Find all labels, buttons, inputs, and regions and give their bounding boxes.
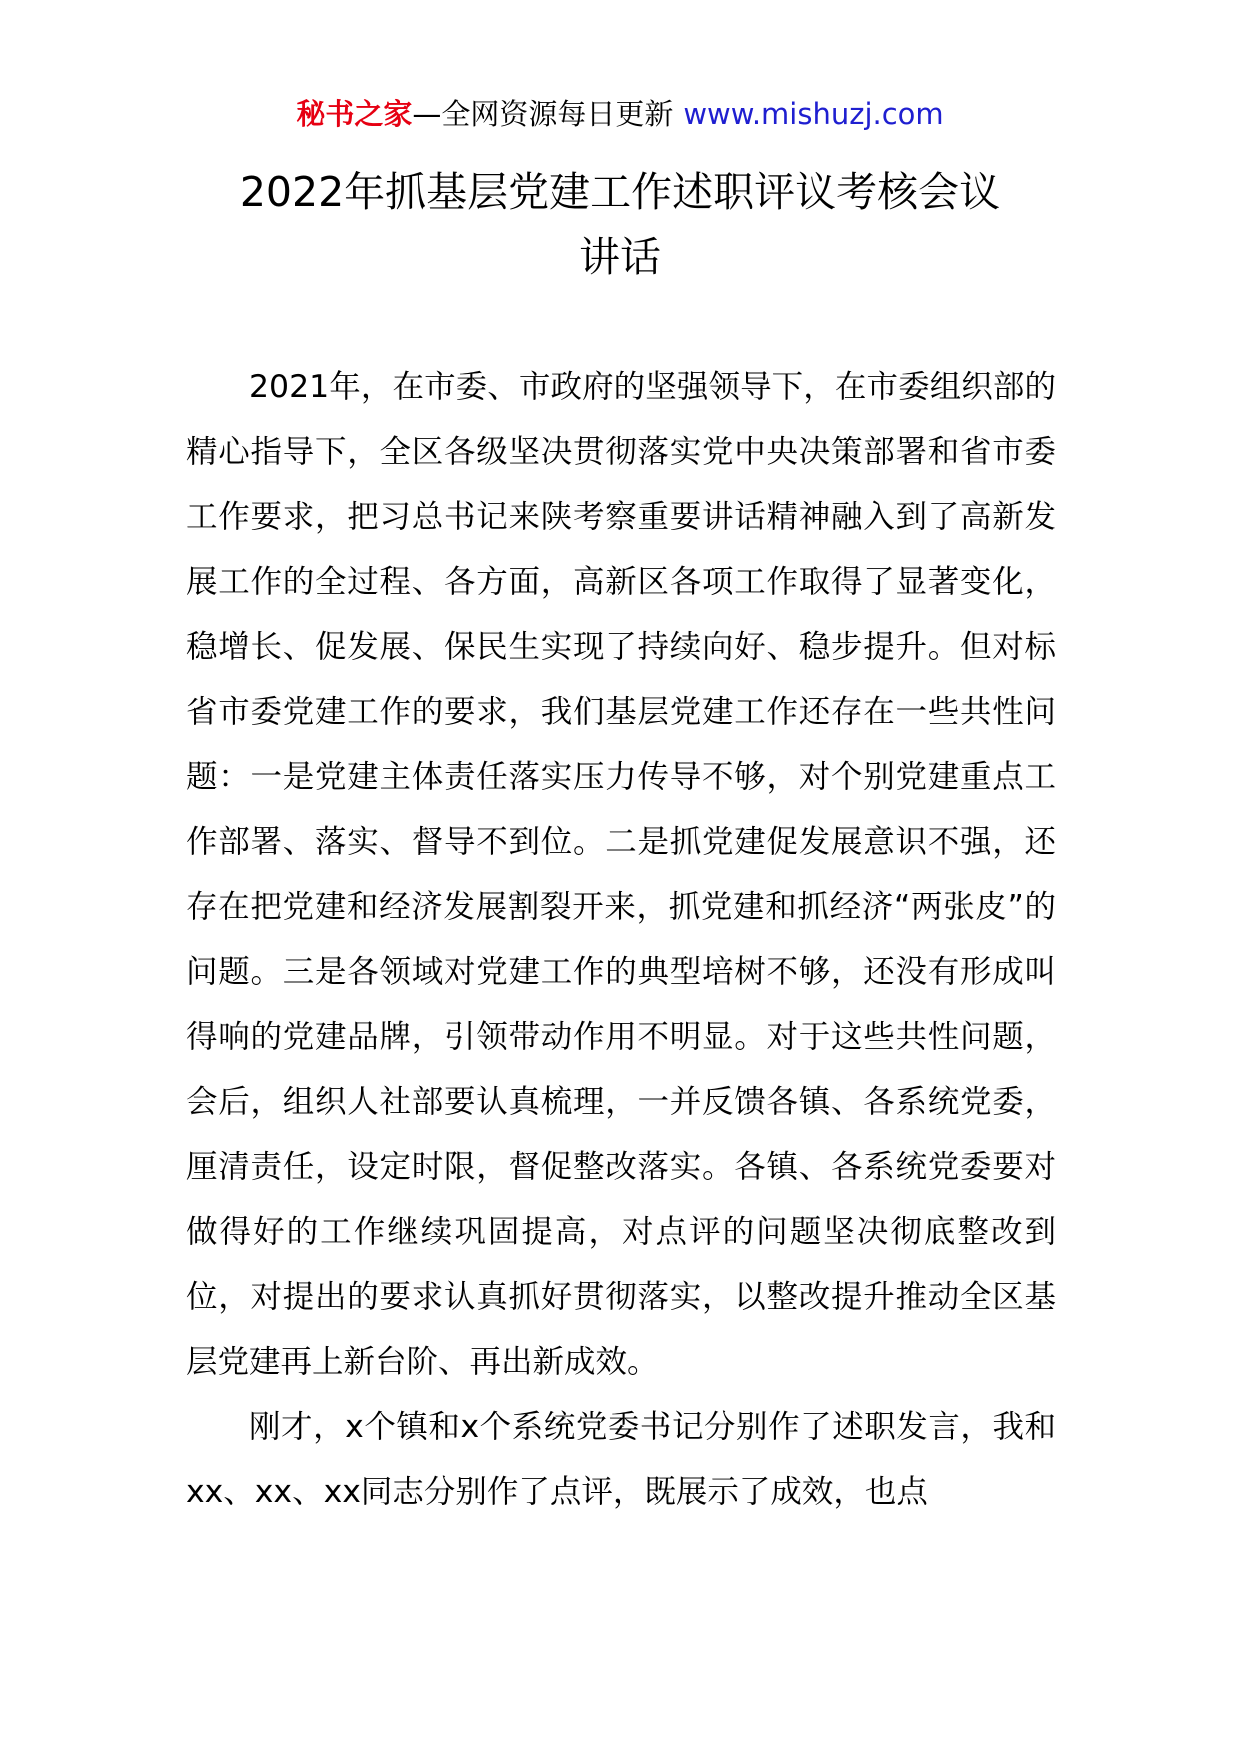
site-header bbox=[0, 94, 1240, 134]
body-paragraph-2: 刚才，x个镇和x个系统党委书记分别作了述职发言，我和xx、xx、xx同志分别作了点评，既展示了成效，也点 bbox=[186, 1409, 1056, 1510]
document-body bbox=[186, 355, 1056, 1525]
document-title bbox=[150, 160, 1090, 290]
title-line-2: 讲话 bbox=[579, 233, 661, 281]
header-slogan: —全网资源每日更新 bbox=[412, 97, 674, 131]
site-url-link[interactable]: www.mishuzj.com bbox=[683, 97, 944, 131]
body-paragraph-1: 2021年，在市委、市政府的坚强领导下，在市委组织部的精心指导下，全区各级坚决贯彻落实党中央决策部署和省市委工作要求，把习总书记来陕考察重要讲话精神融入到了高新发展工作的全过程、各方面，高新区各项工作取得了显著变化，稳增长、促发展、保民生实现了持续向好、稳步提升。但对标省市委党建工作的要求，我们基层党建工作还存在一些共性问题：一是党建主体责任落实压力传导不够，对个别党建重点工作部署、落实、督导不到位。二是抓党建促发展意识不强，还存在把党建和经济发展割裂开来，抓党建和抓经济“两张皮”的问题。三是各领域对党建工作的典型培树不够，还没有形成叫得响的党建品牌，引领带动作用不明显。对于这些共性问题，会后，组织人社部要认真梳理，一并反馈各镇、各系统党委，厘清责任，设定时限，督促整改落实。各镇、各系统党委要对做得好的工作继续巩固提高，对点评的问题坚决彻底整改到位，对提出的要求认真抓好贯彻落实，以整改提升推动全区基层党建再上新台阶、再出新成效。 bbox=[186, 369, 1056, 1380]
title-line-1: 2022年抓基层党建工作述职评议考核会议 bbox=[239, 168, 1001, 216]
brand-name: 秘书之家 bbox=[296, 97, 413, 131]
